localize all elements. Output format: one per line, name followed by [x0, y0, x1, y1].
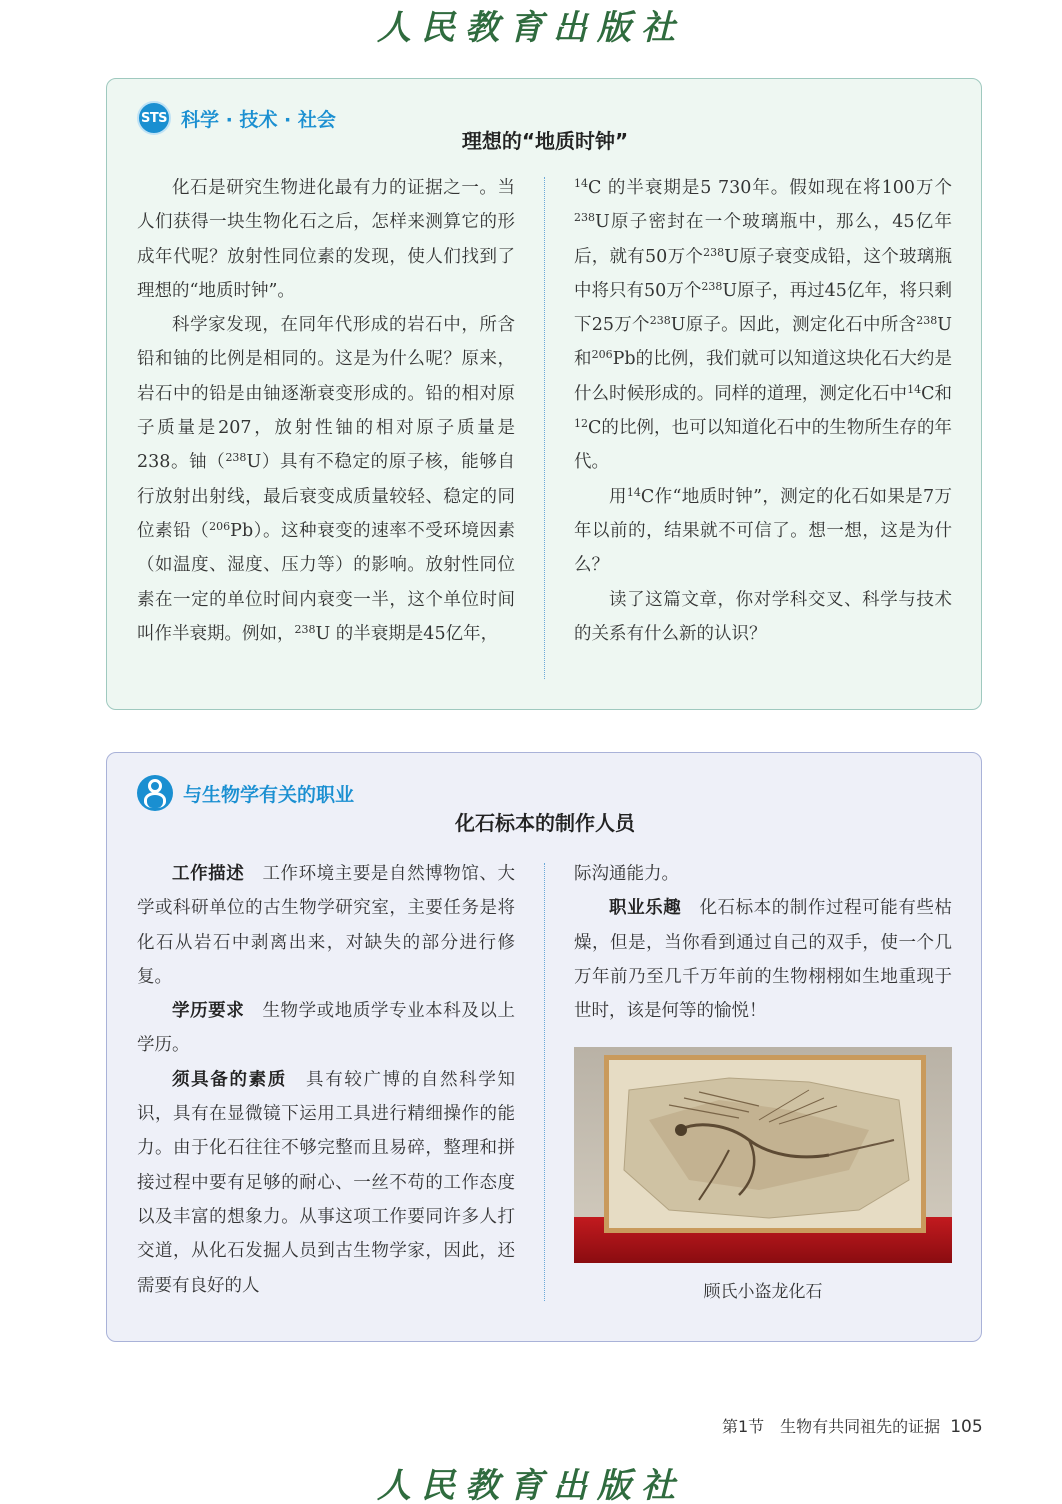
keyword: 职业乐趣	[609, 898, 682, 919]
image-caption: 顾氏小盗龙化石	[703, 1282, 823, 1302]
career-paragraph: 职业乐趣 化石标本的制作过程可能有些枯燥，但是，当你看到通过自己的双手，使一个几万年前乃至几千万年前的生物栩栩如生地重现于世时，该是何等的愉悦！	[574, 898, 953, 1022]
fossil-frame	[604, 1055, 926, 1233]
page-number: 105	[950, 1417, 983, 1437]
career-header	[137, 775, 354, 811]
publisher-footer: 人民教育出版社	[377, 1466, 685, 1504]
career-right-column	[574, 857, 952, 1028]
career-box	[106, 752, 982, 1342]
career-title: 化石标本的制作人员	[455, 811, 635, 835]
page-footer	[722, 1414, 983, 1437]
career-paragraph: 工作描述 工作环境主要是自然博物馆、大学或科研单位的古生物学研究室，主要任务是将化石从岩石中剥离出来，对缺失的部分进行修复。	[137, 864, 516, 987]
sts-right-column	[574, 171, 952, 651]
career-paragraph: 学历要求 生物学或地质学专业本科及以上学历。	[137, 1001, 516, 1056]
sts-left-column	[137, 171, 515, 651]
career-left-column	[137, 857, 515, 1303]
sts-paragraph: 化石是研究生物进化最有力的证据之一。当人们获得一块生物化石之后，怎样来测算它的形成年代呢？放射性同位素的发现，使人们找到了理想的“地质时钟”。	[137, 178, 515, 301]
microraptor-fossil-image	[609, 1060, 921, 1228]
person-icon	[137, 775, 173, 811]
sts-paragraph: 读了这篇文章，你对学科交叉、科学与技术的关系有什么新的认识？	[574, 589, 952, 644]
sts-icon: STS	[137, 101, 171, 135]
publisher-header: 人民教育出版社	[377, 8, 685, 48]
sts-section-label: 科学 · 技术 · 社会	[181, 108, 336, 131]
fossil-photo	[574, 1047, 952, 1263]
sts-paragraph: 科学家发现，在同年代形成的岩石中，所含铅和铀的比例是相同的。这是为什么呢？原来，岩石中的铅是由铀逐渐衰变形成的。铅的相对原子质量是207，放射性铀的相对原子质量是238。铀（$^{238}$U）具有不稳定的原子核，能够自行放射出射线，最后衰变成质量较轻、稳定的同位素铅（$^{206}$Pb）。这种衰变的速率不受环境因素（如温度、湿度、压力等）的影响。放射性同位素在一定的单位时间内衰变一半，这个单位时间叫作半衰期。例如，$^{238}$U 的半衰期是45亿年，	[137, 315, 516, 644]
keyword: 学历要求	[172, 1001, 245, 1022]
career-paragraph: 际沟通能力。	[574, 864, 679, 884]
sts-title: 理想的“地质时钟”	[461, 129, 629, 153]
sts-box	[106, 78, 982, 710]
column-divider	[544, 177, 545, 679]
keyword: 须具备的素质	[172, 1069, 287, 1090]
column-divider	[544, 863, 545, 1301]
keyword: 工作描述	[172, 864, 245, 884]
sts-paragraph: 用$^{14}$C作“地质时钟”，测定的化石如果是7万年以前的，结果就不可信了。想一想，这是为什么？	[574, 485, 953, 576]
career-section-label: 与生物学有关的职业	[183, 783, 355, 806]
career-paragraph: 须具备的素质 具有较广博的自然科学知识，具有在显微镜下运用工具进行精细操作的能力。由于化石往往不够完整而且易碎，整理和拼接过程中要有足够的耐心、一丝不苟的工作态度以及丰富的想象力。从事这项工作要同许多人打交道，从化石发掘人员到古生物学家，因此，还需要有良好的人	[137, 1069, 516, 1296]
sts-paragraph: $^{14}$C 的半衰期是5 730年。假如现在将100万个$^{238}$U原子密封在一个玻璃瓶中，那么，45亿年后，就有50万个$^{238}$U原子衰变成铅，这个玻璃瓶中将只有50万个$^{238}$U原子，再过45亿年，将只剩下25万个$^{238}$U原子。因此，测定化石中所含$^{238}$U和$^{206}$Pb的比例，我们就可以知道这块化石大约是什么时候形成的。同样的道理，测定化石中$^{14}$C和$^{12}$C的比例，也可以知道化石中的生物所生存的年代。	[574, 177, 953, 473]
footer-section: 第1节 生物有共同祖先的证据	[722, 1417, 941, 1436]
